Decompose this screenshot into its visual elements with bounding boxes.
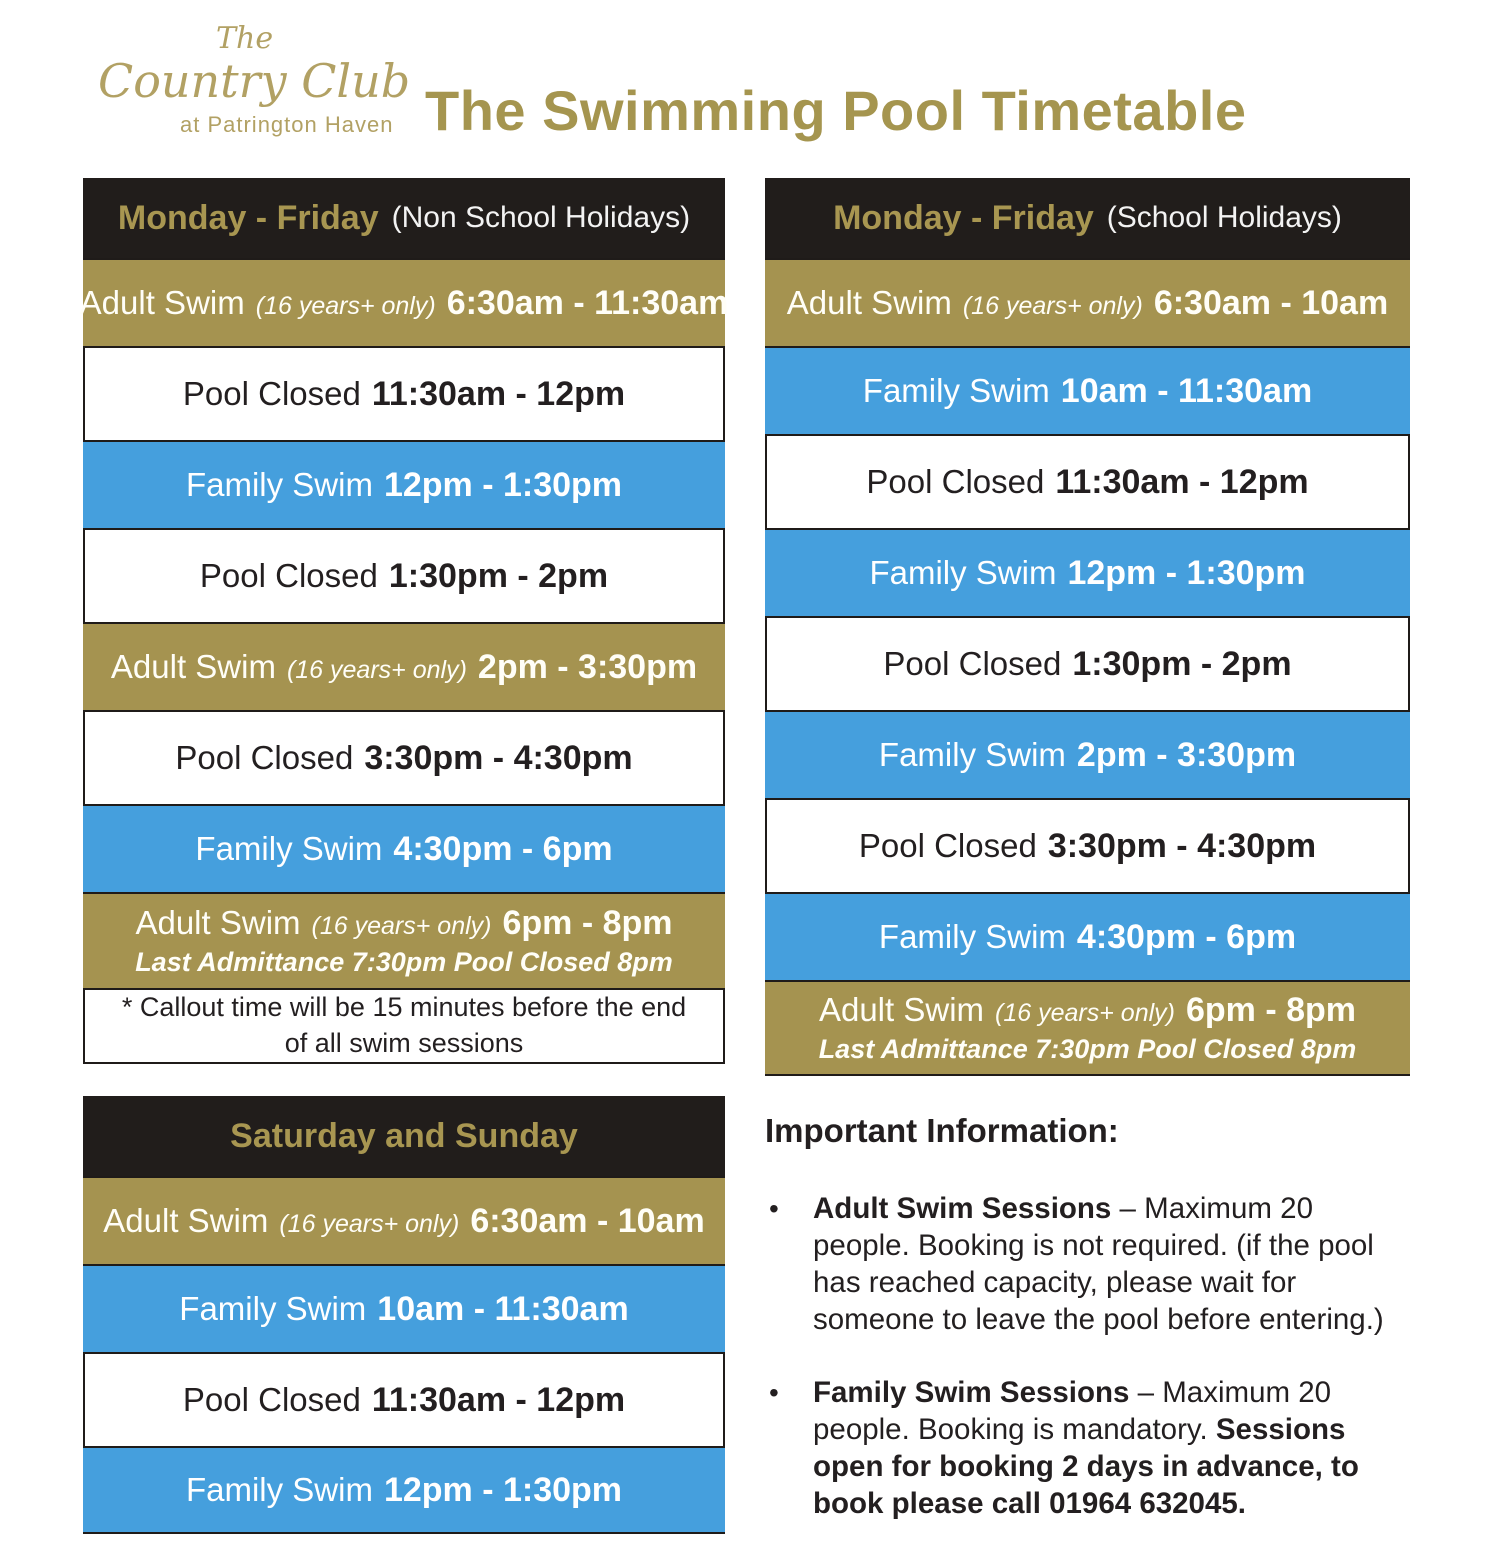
session-time: 6:30am - 11:30am [446,283,729,322]
session-label: Pool Closed [866,462,1045,500]
session-time: 12pm - 1:30pm [383,465,623,504]
session-time: 6:30am - 10am [1153,283,1389,322]
session-line [200,557,608,596]
pool-closed-row [83,528,725,622]
important-information-heading: Important Information: [765,1112,1119,1149]
session-label: Pool Closed [175,738,354,776]
family-swim-row [83,804,725,892]
session-time: 10am - 11:30am [1060,371,1313,410]
session-label: Family Swim [878,917,1066,955]
pool-closed-row [765,434,1410,528]
session-label: Family Swim [878,735,1066,773]
session-line [787,284,1388,323]
session-label: Adult Swim [110,647,276,685]
family-swim-row [83,1446,725,1534]
session-time: 6pm - 8pm [502,904,673,942]
session-qualifier: (16 years+ only) [311,912,492,940]
session-time: 12pm - 1:30pm [383,1470,623,1509]
session-time: 11:30am - 12pm [371,374,626,413]
session-qualifier: (16 years+ only) [279,1209,460,1238]
session-qualifier: (16 years+ only) [286,655,467,684]
session-time: 10am - 11:30am [377,1289,629,1328]
adult-swim-row [79,258,729,346]
session-qualifier: (16 years+ only) [995,999,1175,1027]
session-label: Family Swim [185,465,373,503]
family-swim-row [765,346,1410,434]
info-bullet-segment: – Maximum 20 people. Booking is mandatory. [813,1376,1332,1446]
session-line [179,1290,628,1329]
session-time: 11:30am - 12pm [1055,462,1309,501]
logo-script-main: Country Club [98,54,411,108]
session-time: 1:30pm - 2pm [1072,644,1292,683]
pool-closed-row [765,798,1410,892]
important-information-list [765,1190,1417,1522]
session-line [186,1471,622,1510]
session-line [80,284,729,323]
adult-swim-row [765,980,1410,1076]
page-title: The Swimming Pool Timetable [425,79,1247,142]
session-subnote: Last Admittance 7:30pm Pool Closed 8pm [135,947,673,977]
timetable-weekday-non-school-holidays [79,178,729,1064]
session-label: Family Swim [179,1289,367,1327]
session-line [175,739,632,778]
adult-swim-row [83,892,725,988]
session-label: Family Swim [195,829,383,867]
session-qualifier: (16 years+ only) [255,291,436,320]
adult-swim-row [765,258,1410,346]
session-line [195,830,612,869]
session-time: 6:30am - 10am [470,1201,705,1240]
club-logo [88,21,418,137]
family-swim-row [83,1264,725,1352]
session-label: Adult Swim [79,283,245,321]
table-header-row [765,178,1410,258]
session-time: 1:30pm - 2pm [388,556,609,595]
session-time: 12pm - 1:30pm [1067,553,1306,592]
info-bullet-segment: Sessions open for booking 2 days in advance, to book please call 01964 632045. [813,1413,1359,1520]
family-swim-row [765,892,1410,980]
session-line [879,918,1296,957]
session-label: Pool Closed [182,374,361,412]
callout-note-row [83,988,725,1064]
pool-closed-row [765,616,1410,710]
session-label: Pool Closed [182,1380,361,1418]
session-line [183,375,625,414]
table-header-row [83,1096,725,1176]
session-subnote: Last Admittance 7:30pm Pool Closed 8pm [818,1034,1357,1064]
session-time: 2pm - 3:30pm [1076,735,1297,774]
table-header-title: Saturday and Sunday [230,1116,578,1155]
session-time: 4:30pm - 6pm [393,829,613,868]
session-qualifier: (16 years+ only) [962,291,1143,320]
logo-script-the: The [216,21,274,56]
session-time: 2pm - 3:30pm [477,647,698,686]
session-label: Adult Swim [786,283,952,321]
info-bullet-segment: Adult Swim Sessions [813,1192,1112,1225]
pool-closed-row [83,346,725,440]
table-header-title: Monday - Friday [833,198,1094,237]
session-time: 4:30pm - 6pm [1076,917,1297,956]
callout-note-text: of all swim sessions [284,1028,524,1058]
info-bullet-text [813,1190,1417,1338]
session-label: Family Swim [862,371,1050,409]
session-time: 3:30pm - 4:30pm [364,738,633,777]
session-label: Family Swim [185,1470,373,1508]
info-bullet-item [765,1190,1417,1338]
table-header-row [83,178,725,258]
session-time: 3:30pm - 4:30pm [1047,826,1317,865]
table-header-subtitle: (School Holidays) [1106,201,1342,234]
session-line [883,645,1291,684]
session-time: 6pm - 8pm [1185,991,1357,1029]
adult-swim-row [83,1176,725,1264]
table-header-subtitle: (Non School Holidays) [391,201,691,234]
session-line [866,463,1308,502]
family-swim-row [83,440,725,528]
session-label: Adult Swim [103,1201,269,1239]
session-label: Pool Closed [883,644,1062,682]
session-label: Adult Swim [135,904,301,941]
table-header-title: Monday - Friday [117,198,379,237]
session-label: Adult Swim [818,991,985,1028]
session-line [111,648,697,687]
family-swim-row [765,710,1410,798]
callout-note-text: * Callout time will be 15 minutes before the end [121,992,687,1023]
pool-closed-row [83,1352,725,1446]
bullet-icon: • [769,1193,779,1224]
session-time: 11:30am - 12pm [371,1380,626,1419]
session-line [183,1381,625,1420]
pool-closed-row [83,710,725,804]
session-line [103,1202,704,1241]
session-label: Family Swim [869,553,1057,591]
logo-subline: at Patrington Haven [180,112,394,137]
info-bullet-segment: – Maximum 20 people. Booking is not required. (if the pool has reached capacity, please wait for someone to leave the pool before entering.) [813,1192,1384,1336]
session-line [135,904,672,943]
session-line [859,827,1316,866]
bullet-icon: • [769,1377,779,1408]
info-bullet-segment: Family Swim Sessions [813,1376,1130,1409]
timetable-weekday-school-holidays [765,178,1410,1076]
session-line [869,554,1305,593]
important-information-section [765,1112,1417,1558]
session-line [863,372,1312,411]
session-line [819,991,1356,1030]
adult-swim-row [83,622,725,710]
session-line [879,736,1296,775]
session-label: Pool Closed [199,556,378,594]
session-label: Pool Closed [858,826,1037,864]
family-swim-row [765,528,1410,616]
timetable-saturday-sunday [83,1096,725,1534]
session-line [186,466,622,505]
